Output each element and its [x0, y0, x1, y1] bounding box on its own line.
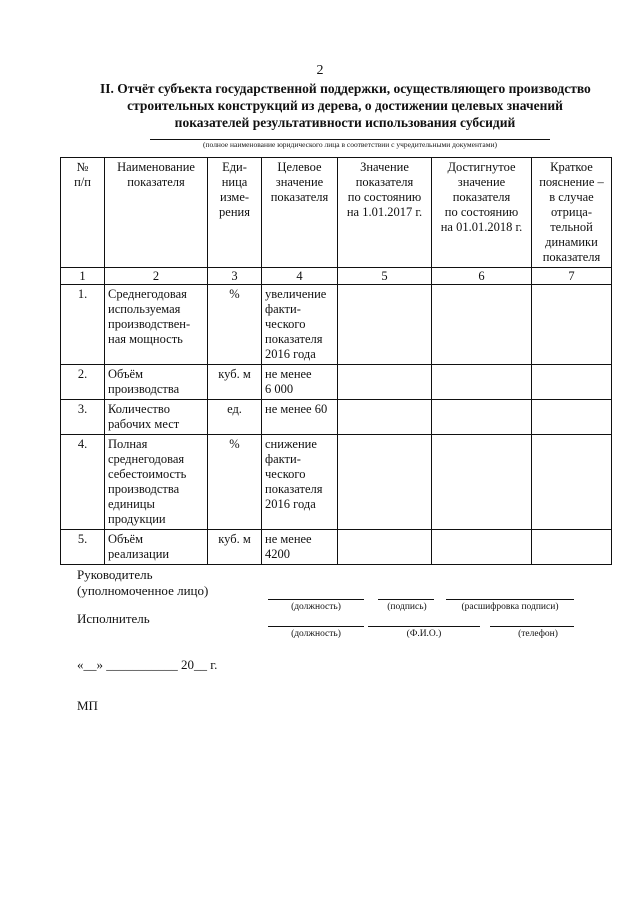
column-number: 2 [105, 268, 208, 285]
achieved-value-cell [432, 530, 532, 565]
target-value: не менее 60 [262, 400, 338, 435]
target-value: не менее 6 000 [262, 365, 338, 400]
column-number: 4 [262, 268, 338, 285]
unit: ед. [208, 400, 262, 435]
indicator-name: Объём реализации [105, 530, 208, 565]
value-2017-cell [338, 435, 432, 530]
head-position-line [268, 599, 364, 600]
row-number: 2. [61, 365, 105, 400]
header-explanation: Краткое пояснение – в случае отрица- тельной динамики показателя [532, 158, 612, 268]
header-value-2017: Значение показателя по состоянию на 1.01.2017 г. [338, 158, 432, 268]
head-position-caption: (должность) [291, 602, 341, 612]
table-row [61, 435, 612, 530]
header-target-value: Целевое значение показателя [262, 158, 338, 268]
value-2017-cell [338, 365, 432, 400]
row-number: 5. [61, 530, 105, 565]
table-row [61, 530, 612, 565]
explanation-cell [532, 530, 612, 565]
report-title-line: строительных конструкций из дерева, о достижении целевых значений [127, 98, 563, 113]
row-number: 1. [61, 285, 105, 365]
value-2017-cell [338, 285, 432, 365]
report-title-line: II. Отчёт субъекта государственной поддержки, осуществляющего производство [100, 81, 591, 96]
indicator-name: Полная среднегодовая себестоимость производства единицы продукции [105, 435, 208, 530]
head-signature-line [378, 599, 434, 600]
unit: куб. м [208, 365, 262, 400]
achieved-value-cell [432, 365, 532, 400]
row-number: 3. [61, 400, 105, 435]
indicator-name: Количество рабочих мест [105, 400, 208, 435]
executor-name-caption: (Ф.И.О.) [406, 629, 442, 639]
unit: куб. м [208, 530, 262, 565]
table-row [61, 365, 612, 400]
achieved-value-cell [432, 435, 532, 530]
executor-phone-caption: (телефон) [518, 629, 558, 639]
explanation-cell [532, 365, 612, 400]
executor-label: Исполнитель [77, 611, 150, 626]
executor-name-line [368, 626, 480, 627]
header-unit: Еди- ница изме- рения [208, 158, 262, 268]
head-label: Руководитель [77, 567, 153, 582]
header-achieved-value-2018: Достигнутое значение показателя по состоянию на 01.01.2018 г. [432, 158, 532, 268]
table-header-row [61, 158, 612, 268]
value-2017-cell [338, 400, 432, 435]
table-row [61, 400, 612, 435]
column-number: 5 [338, 268, 432, 285]
achieved-value-cell [432, 400, 532, 435]
executor-position-caption: (должность) [291, 629, 341, 639]
target-value: снижение факти- ческого показателя 2016 года [262, 435, 338, 530]
indicators-table [60, 157, 612, 565]
page-number: 2 [316, 63, 324, 78]
head-signature-decoding-line [446, 599, 574, 600]
report-title-line: показателей результативности использования субсидий [174, 115, 516, 130]
explanation-cell [532, 400, 612, 435]
head-label-note: (уполномоченное лицо) [77, 583, 209, 598]
stamp-place: МП [77, 698, 98, 713]
head-signature-caption: (подпись) [387, 602, 427, 612]
executor-phone-line [490, 626, 574, 627]
executor-position-line [268, 626, 364, 627]
organization-name-caption: (полное наименование юридического лица в соответствии с учредительными документами) [203, 140, 497, 149]
value-2017-cell [338, 530, 432, 565]
head-signature-decoding-caption: (расшифровка подписи) [461, 602, 559, 612]
date-line: «__» ___________ 20__ г. [77, 657, 218, 672]
explanation-cell [532, 285, 612, 365]
report-title [100, 80, 590, 131]
unit: % [208, 285, 262, 365]
indicator-name: Среднегодовая используемая производствен- ная мощность [105, 285, 208, 365]
header-number: № п/п [61, 158, 105, 268]
explanation-cell [532, 435, 612, 530]
unit: % [208, 435, 262, 530]
column-number: 6 [432, 268, 532, 285]
column-number: 7 [532, 268, 612, 285]
header-indicator-name: Наименование показателя [105, 158, 208, 268]
target-value: не менее 4200 [262, 530, 338, 565]
column-number: 1 [61, 268, 105, 285]
column-numbers-row [61, 268, 612, 285]
row-number: 4. [61, 435, 105, 530]
indicator-name: Объём производства [105, 365, 208, 400]
target-value: увеличение факти- ческого показателя 2016 года [262, 285, 338, 365]
table-row [61, 285, 612, 365]
column-number: 3 [208, 268, 262, 285]
achieved-value-cell [432, 285, 532, 365]
